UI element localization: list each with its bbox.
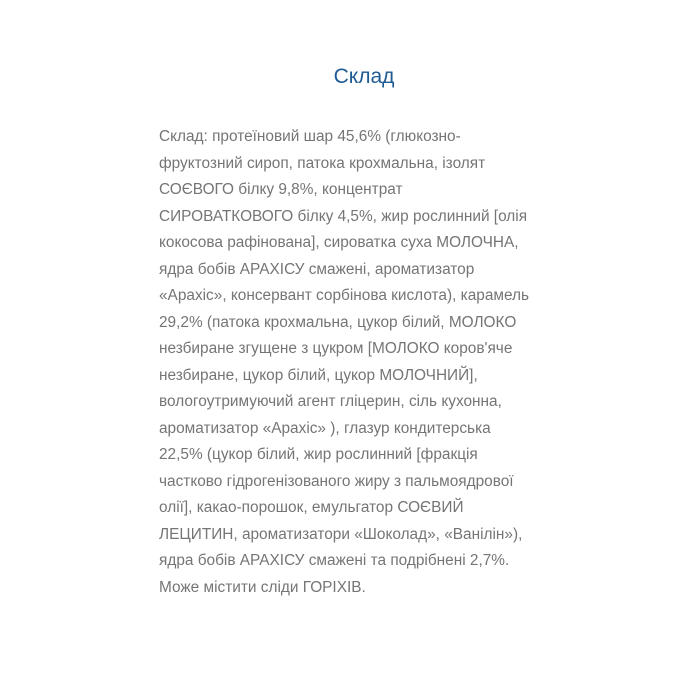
ingredients-line: 29,2% (патока крохмальна, цукор білий, МОЛОКО — [159, 313, 517, 331]
ingredients-line: незбиране, цукор білий, цукор МОЛОЧНИЙ], — [159, 366, 478, 384]
ingredients-line: кокосова рафінована], сироватка суха МОЛОЧНА, — [159, 234, 519, 251]
ingredients-line: ядра бобів АРАХІСУ смажені, ароматизатор — [159, 260, 475, 278]
ingredients-line: СОЄВОГО білку 9,8%, концентрат — [159, 181, 403, 198]
ingredients-line: Може містити сліди ГОРІХІВ. — [159, 578, 366, 596]
ingredients-line: олії], какао-порошок, емульгатор СОЄВИЙ — [159, 499, 464, 516]
ingredients-line: ароматизатор «Арахіс» ), глазур кондитерська — [159, 419, 491, 437]
ingredients-line: «Арахіс», консервант сорбінова кислота), карамель — [159, 287, 530, 304]
ingredients-line: частково гідрогенізованого жиру з пальмоядрової — [159, 472, 514, 490]
ingredients-line: Склад: протеїновий шар 45,6% (глюкозно- — [159, 128, 461, 145]
ingredients-line: ЛЕЦИТИН, ароматизатори «Шоколад», «Ванілін»), — [159, 525, 523, 543]
ingredients-text — [159, 124, 569, 601]
ingredients-line: 22,5% (цукор білий, жир рослинний [фракція — [159, 446, 478, 463]
section-title: Склад — [333, 65, 395, 88]
ingredients-line: незбиране згущене з цукром [МОЛОКО коров'яче — [159, 340, 513, 357]
ingredients-line: фруктозний сироп, патока крохмальна, ізолят — [159, 154, 486, 172]
ingredients-line: ядра бобів АРАХІСУ смажені та подрібнені 2,7%. — [159, 552, 510, 569]
ingredients-line: вологоутримуючий агент гліцерин, сіль кухонна, — [159, 393, 502, 410]
ingredients-line: СИРОВАТКОВОГО білку 4,5%, жир рослинний [олія — [159, 207, 528, 225]
